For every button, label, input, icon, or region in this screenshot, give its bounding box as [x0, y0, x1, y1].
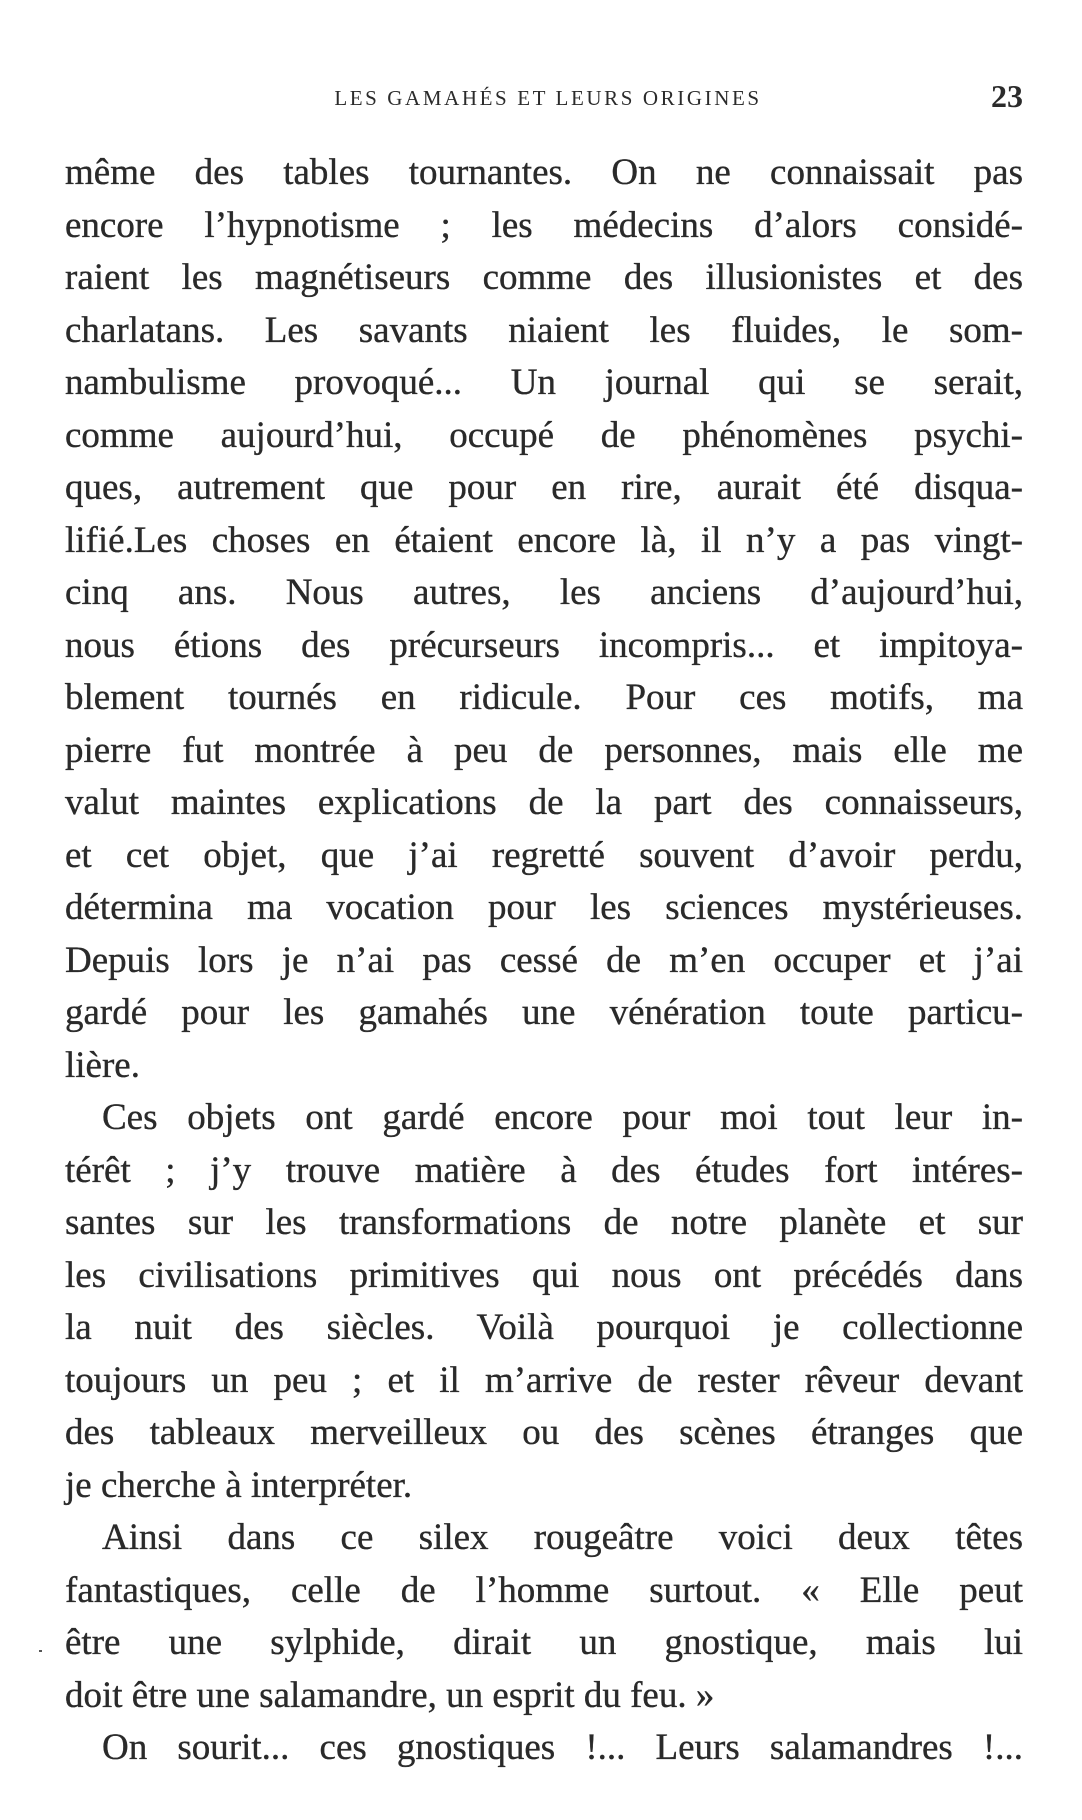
text-line: lière. — [65, 1044, 140, 1086]
text-line: toujours un peu ; et il m’arrive de rester rêveur devant — [65, 1359, 1023, 1401]
text-line: être une sylphide, dirait un gnostique, mais lui — [65, 1622, 1023, 1663]
text-line: charlatans. Les savants niaient les fluides, le som- — [65, 309, 1023, 351]
text-line: nambulisme provoqué... Un journal qui se serait, — [65, 362, 1023, 403]
text-line: nous étions des précurseurs incompris... et impitoya- — [65, 624, 1023, 666]
running-title: LES GAMAHÉS ET LEURS ORIGINES — [334, 86, 762, 110]
text-line: doit être une salamandre, un esprit du feu. » — [65, 1674, 715, 1716]
text-line: lifié.Les choses en étaient encore là, il n’y a pas vingt- — [65, 519, 1023, 561]
text-line: térêt ; j’y trouve matière à des études fort intéres- — [65, 1149, 1023, 1191]
text-line: valut maintes explications de la part des connaisseurs, — [65, 782, 1023, 823]
page-number: 23 — [991, 78, 1023, 114]
body-text — [65, 147, 1023, 1775]
paragraph — [65, 1722, 1023, 1775]
text-line: ques, autrement que pour en rire, aurait été disqua- — [65, 467, 1023, 508]
scan-speck-mark — [39, 1650, 42, 1652]
text-line: On sourit... ces gnostiques !... Leurs salamandres !... — [102, 1727, 1023, 1768]
paragraph — [65, 147, 1023, 1092]
text-line: je cherche à interpréter. — [65, 1464, 413, 1506]
text-line: même des tables tournantes. On ne connaissait pas — [65, 152, 1023, 193]
text-line: fantastiques, celle de l’homme surtout. « Elle peut — [65, 1569, 1023, 1611]
paragraph — [65, 1092, 1023, 1512]
text-line: détermina ma vocation pour les sciences mystérieuses. — [65, 887, 1023, 928]
text-line: Ainsi dans ce silex rougeâtre voici deux têtes — [102, 1517, 1023, 1558]
text-line: Depuis lors je n’ai pas cessé de m’en occuper et j’ai — [65, 939, 1023, 981]
text-line: pierre fut montrée à peu de personnes, mais elle me — [65, 729, 1023, 771]
running-head — [65, 80, 1023, 116]
text-line: la nuit des siècles. Voilà pourquoi je collectionne — [65, 1307, 1023, 1348]
text-line: Ces objets ont gardé encore pour moi tout leur in- — [102, 1097, 1023, 1138]
text-line: cinq ans. Nous autres, les anciens d’aujourd’hui, — [65, 572, 1023, 613]
text-line: gardé pour les gamahés une vénération toute particu- — [65, 992, 1023, 1033]
text-line: des tableaux merveilleux ou des scènes étranges que — [65, 1412, 1023, 1453]
text-line: encore l’hypnotisme ; les médecins d’alors considé- — [65, 204, 1023, 246]
text-line: santes sur les transformations de notre planète et sur — [65, 1202, 1023, 1243]
text-line: comme aujourd’hui, occupé de phénomènes psychi- — [65, 414, 1023, 456]
text-line: raient les magnétiseurs comme des illusionistes et des — [65, 257, 1023, 298]
text-line: les civilisations primitives qui nous ont précédés dans — [65, 1254, 1023, 1296]
paragraph — [65, 1512, 1023, 1722]
text-line: et cet objet, que j’ai regretté souvent d’avoir perdu, — [65, 834, 1023, 876]
text-line: blement tournés en ridicule. Pour ces motifs, ma — [65, 677, 1023, 718]
